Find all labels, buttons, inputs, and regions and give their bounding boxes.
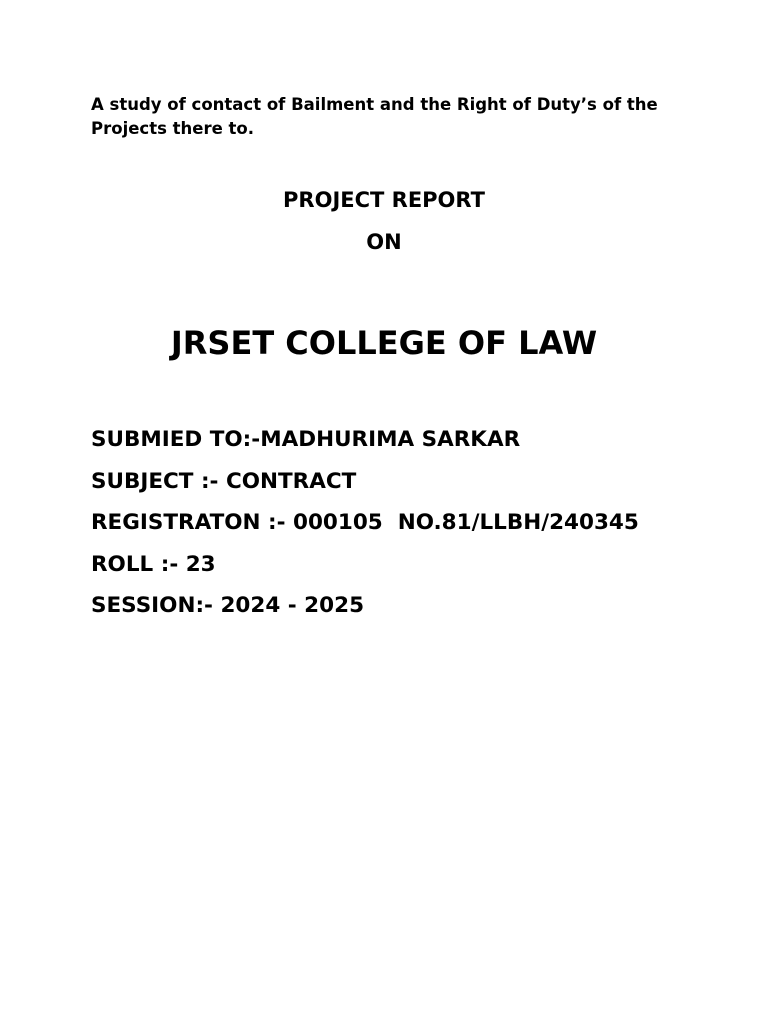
report-heading: PROJECT REPORT	[283, 188, 485, 212]
registration: REGISTRATON :- 000105 NO.81/LLBH/240345	[91, 510, 639, 535]
college-name: JRSET COLLEGE OF LAW	[170, 324, 598, 362]
roll: ROLL :- 23	[91, 551, 216, 577]
session: SESSION:- 2024 - 2025	[91, 593, 365, 618]
intro-text: A study of contact of Bailment and the Right of Duty’s of the Projects there to.	[91, 95, 658, 138]
subject: SUBJECT :- CONTRACT	[91, 468, 357, 494]
report-heading-on: ON	[366, 230, 402, 254]
submitted-to: SUBMIED TO:-MADHURIMA SARKAR	[91, 427, 521, 452]
submission-details	[91, 419, 731, 627]
